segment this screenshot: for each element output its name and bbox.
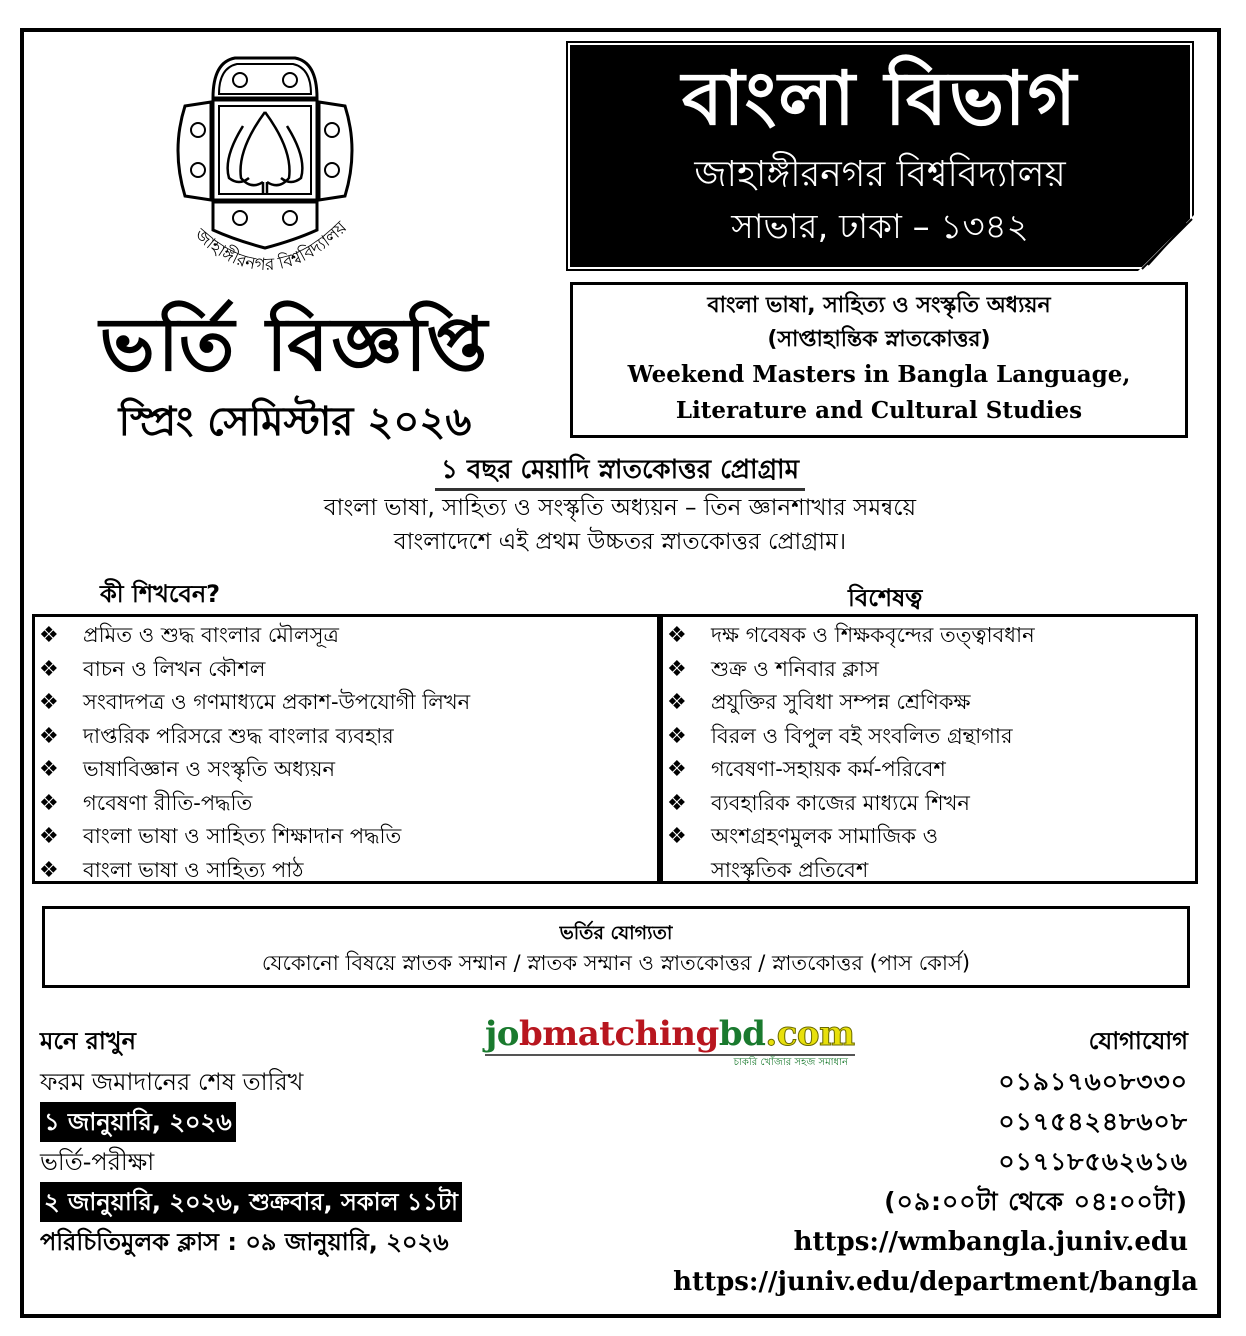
phone-number[interactable]: ০১৯১৭৬০৮৩৩০ xyxy=(998,1067,1188,1096)
eligibility-text: যেকোনো বিষয়ে স্নাতক সম্মান / স্নাতক সম্মান ও স্নাতকোত্তর / স্নাতকোত্তর (পাস কোর্স) xyxy=(261,951,971,975)
diamond-bullet-icon: ❖ xyxy=(667,790,687,816)
list-item: ❖ দাপ্তরিক পরিসরে শুদ্ধ বাংলার ব্যবহার xyxy=(39,720,657,754)
orientation-class: পরিচিতিমুলক ক্লাস : ০৯ জানুয়ারি, ২০২৬ xyxy=(40,1228,449,1256)
list-item: ❖ ভাষাবিজ্ঞান ও সংস্কৃতি অধ্যয়ন xyxy=(39,753,657,787)
program-title-en-line1: Weekend Masters in Bangla Language, xyxy=(627,361,1131,388)
diamond-bullet-icon: ❖ xyxy=(667,757,687,782)
program-info-box xyxy=(570,282,1188,438)
list-item: ❖ গবেষণা-সহায়ক কর্ম-পরিবেশ xyxy=(667,753,1195,787)
diamond-bullet-icon: ❖ xyxy=(39,857,59,883)
program-title-bn: বাংলা ভাষা, সাহিত্য ও সংস্কৃতি অধ্যয়ন xyxy=(707,293,1051,318)
diamond-bullet-icon: ❖ xyxy=(667,723,687,749)
svg-text:জাহাঙ্গীরনগর বিশ্ববিদ্যালয়: জাহাঙ্গীরনগর বিশ্ববিদ্যালয় xyxy=(190,217,352,276)
diamond-bullet-icon: ❖ xyxy=(39,656,59,682)
phone-number[interactable]: ০১৭৫৪২৪৮৬০৮ xyxy=(998,1107,1188,1136)
diamond-bullet-icon: ❖ xyxy=(39,623,59,648)
learn-list xyxy=(32,614,660,884)
learn-heading: কী শিখবেন? xyxy=(100,580,221,608)
form-deadline-label: ফরম জমাদানের শেষ তারিখ xyxy=(40,1068,304,1096)
list-item: ❖ দক্ষ গবেষক ও শিক্ষকবৃন্দের তত্ত্বাবধান xyxy=(667,619,1195,653)
semester-title: স্প্রিং সেমিস্টার ২০২৬ xyxy=(118,399,472,445)
phone-number[interactable]: ০১৭১৮৫৬২৬১৬ xyxy=(998,1147,1188,1176)
features-heading: বিশেষত্ব xyxy=(848,584,923,612)
website-link[interactable]: https://juniv.edu/department/bangla xyxy=(673,1267,1198,1297)
eligibility-heading: ভর্তির যোগ্যতা xyxy=(559,922,673,944)
university-address: সাভার, ঢাকা – ১৩৪২ xyxy=(731,207,1029,247)
contact-heading: যোগাযোগ xyxy=(1088,1027,1188,1055)
diamond-bullet-icon: ❖ xyxy=(39,757,59,782)
department-name: বাংলা বিভাগ xyxy=(681,56,1079,142)
list-item: ❖ বাংলা ভাষা ও সাহিত্য শিক্ষাদান পদ্ধতি xyxy=(39,820,657,854)
list-item: ❖ প্রমিত ও শুদ্ধ বাংলার মৌলসূত্র xyxy=(39,619,657,653)
program-title-en-line2: Literature and Cultural Studies xyxy=(675,397,1083,424)
diamond-bullet-icon: ❖ xyxy=(667,690,687,715)
department-header xyxy=(570,45,1190,267)
list-item: ❖ অংশগ্রহণমুলক সামাজিক ও xyxy=(667,820,1195,854)
program-intro xyxy=(100,452,1140,559)
notice-title: ভর্তি বিজ্ঞপ্তি xyxy=(99,302,491,388)
list-item: ❖ ব্যবহারিক কাজের মাধ্যমে শিখন xyxy=(667,787,1195,821)
university-seal-icon xyxy=(155,50,375,300)
eligibility-box xyxy=(42,906,1190,988)
important-dates xyxy=(40,1020,462,1262)
intro-line-1: বাংলা ভাষা, সাহিত্য ও সংস্কৃতি অধ্যয়ন – তিন জ্ঞানশাখার সমন্বয়ে xyxy=(323,495,917,521)
program-duration-headline: ১ বছর মেয়াদি স্নাতকোত্তর প্রোগ্রাম xyxy=(435,452,805,491)
diamond-bullet-icon: ❖ xyxy=(39,690,59,715)
diamond-bullet-icon: ❖ xyxy=(667,656,687,682)
watermark-tagline: চাকরি খোঁজার সহজ সমাধান xyxy=(733,1057,848,1068)
website-link[interactable]: https://wmbangla.juniv.edu xyxy=(793,1227,1188,1257)
diamond-bullet-icon: ❖ xyxy=(39,790,59,816)
list-item: ❖ বাচন ও লিখন কৌশল xyxy=(39,653,657,687)
form-deadline-date: ১ জানুয়ারি, ২০২৬ xyxy=(40,1102,236,1142)
university-name: জাহাঙ্গীরনগর বিশ্ববিদ্যালয় xyxy=(694,154,1066,195)
exam-date: ২ জানুয়ারি, ২০২৬, শুক্রবার, সকাল ১১টা xyxy=(40,1182,462,1222)
diamond-bullet-icon: ❖ xyxy=(39,824,59,849)
list-item: ❖ প্রযুক্তির সুবিধা সম্পন্ন শ্রেণিকক্ষ xyxy=(667,686,1195,720)
intro-line-2: বাংলাদেশে এই প্রথম উচ্চতর স্নাতকোত্তর প্রোগ্রাম। xyxy=(393,529,847,555)
diamond-bullet-icon: ❖ xyxy=(667,623,687,648)
watermark-logo: jobmatchingbd.com xyxy=(485,1014,855,1054)
remember-heading: মনে রাখুন xyxy=(40,1027,136,1055)
list-item: ❖ বিরল ও বিপুল বই সংবলিত গ্রন্থাগার xyxy=(667,720,1195,754)
contact-hours: (০৯:০০টা থেকে ০৪:০০টা) xyxy=(884,1187,1188,1216)
contact-info xyxy=(673,1020,1198,1302)
list-item: ❖ শুক্র ও শনিবার ক্লাস xyxy=(667,653,1195,687)
list-item: ❖ গবেষণা রীতি-পদ্ধতি xyxy=(39,787,657,821)
program-subtitle-bn: (সাপ্তাহান্তিক স্নাতকোত্তর) xyxy=(767,327,991,352)
diamond-bullet-icon: ❖ xyxy=(39,723,59,749)
list-item: ❖ সংবাদপত্র ও গণমাধ্যমে প্রকাশ-উপযোগী লিখন xyxy=(39,686,657,720)
page-curl-icon xyxy=(1126,213,1196,273)
exam-label: ভর্তি-পরীক্ষা xyxy=(40,1148,155,1176)
diamond-bullet-icon: ❖ xyxy=(667,824,687,849)
features-list xyxy=(660,614,1198,884)
list-item-continuation: সাংস্কৃতিক প্রতিবেশ xyxy=(711,857,869,882)
list-item: ❖ বাংলা ভাষা ও সাহিত্য পাঠ xyxy=(39,854,657,888)
